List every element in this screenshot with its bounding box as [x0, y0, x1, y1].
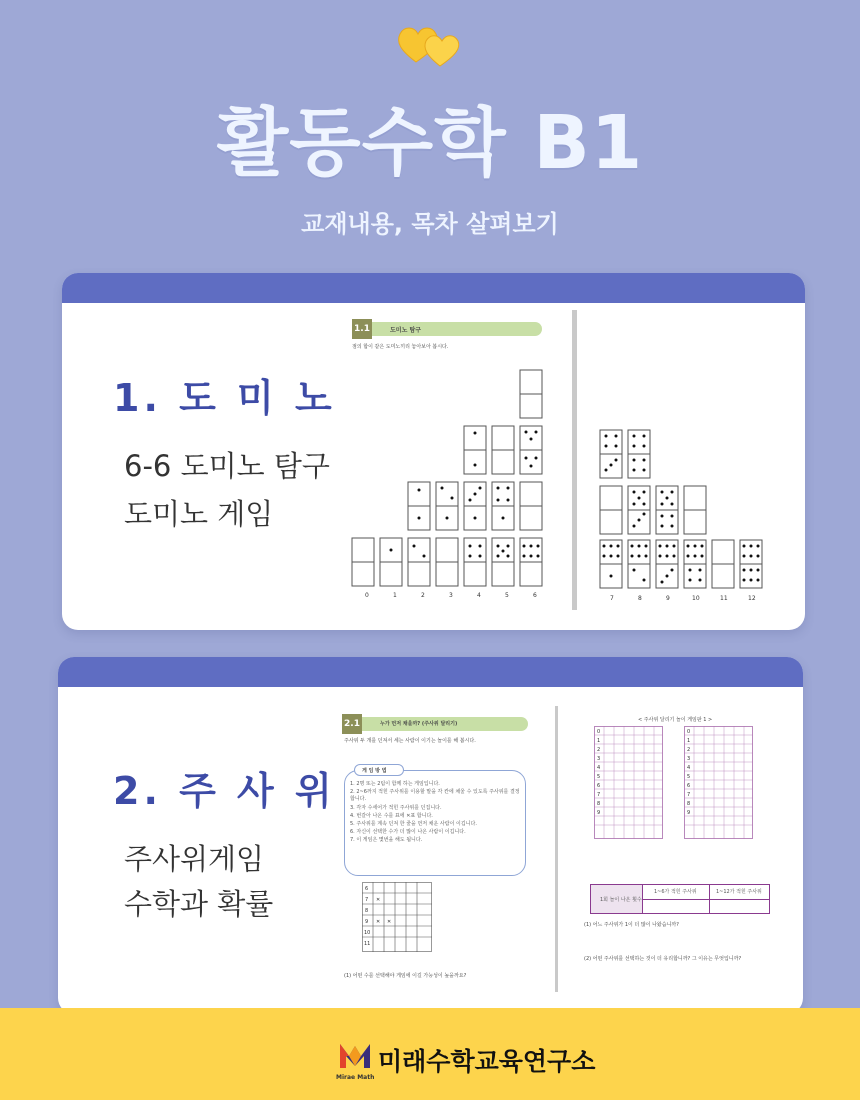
hearts-icon	[396, 22, 466, 68]
svg-text:11: 11	[364, 941, 371, 947]
domino-number: 1	[393, 592, 397, 599]
svg-text:4: 4	[687, 765, 691, 771]
table-rule	[709, 885, 710, 913]
svg-text:1: 1	[687, 738, 691, 744]
domino-number: 8	[638, 595, 642, 602]
domino-pyramid-right	[590, 420, 770, 600]
svg-text:4: 4	[597, 765, 601, 771]
worksheet-question: (1) 어떤 수를 선택해야 게임에 이길 가능성이 높을까요?	[344, 973, 467, 979]
domino-number: 6	[533, 592, 537, 599]
rule: 3. 각자 수세어가 적힌 주사위를 던집니다.	[350, 805, 442, 811]
svg-text:7: 7	[365, 897, 369, 903]
rule: 1. 2명 또는 2팀이 함께 하는 게임입니다.	[350, 781, 440, 787]
domino-number: 10	[692, 595, 700, 602]
dice-grid-small	[362, 882, 432, 952]
svg-text:7: 7	[597, 792, 601, 798]
svg-text:7: 7	[687, 792, 691, 798]
page-divider	[572, 310, 577, 610]
rule: 6. 자신이 선택한 수가 더 많이 나온 사람이 이깁니다.	[350, 829, 466, 835]
rule: 5. 주사위를 계속 던져 한 줄을 먼저 채운 사람이 이깁니다.	[350, 821, 477, 827]
svg-text:6: 6	[687, 783, 691, 789]
worksheet-label: 누가 먼저 채울까? (주사위 달리기)	[380, 721, 458, 727]
svg-text:8: 8	[365, 908, 369, 914]
svg-text:9: 9	[365, 919, 369, 925]
gameboard-title: < 주사위 달리기 놀이 게임판 1 >	[638, 717, 713, 723]
worksheet-badge: 1.1	[352, 319, 372, 339]
section-title-dice: 2. 주 사 위	[113, 769, 336, 813]
table-head: 1~6가 적힌 주사위	[654, 889, 697, 895]
worksheet-question: (1) 어느 주사위가 1이 더 많이 나왔습니까?	[584, 922, 679, 928]
page-title: 활동수학 B1	[216, 100, 644, 186]
worksheet-label: 도미노 탐구	[390, 327, 422, 334]
mirae-math-logo-icon	[338, 1040, 372, 1070]
domino-pyramid	[340, 360, 560, 610]
svg-text:8: 8	[687, 801, 691, 807]
svg-text:0: 0	[687, 729, 691, 735]
svg-text:0: 0	[597, 729, 601, 735]
rules-title: 게 임 방 법	[362, 768, 387, 774]
card-header-bar	[58, 657, 803, 687]
svg-text:10: 10	[364, 930, 371, 936]
domino-number: 5	[505, 592, 509, 599]
domino-number: 2	[421, 592, 425, 599]
svg-text:8: 8	[597, 801, 601, 807]
card-header-bar	[62, 273, 805, 303]
rule: 7. 이 게임은 몇번을 해도 됩니다.	[350, 837, 423, 843]
section-item: 도미노 게임	[124, 497, 274, 531]
svg-text:5: 5	[597, 774, 601, 780]
table-head: 1~12가 적힌 주사위	[716, 889, 762, 895]
svg-text:9: 9	[597, 810, 601, 816]
footer-brand: 미래수학교육연구소	[378, 1047, 596, 1076]
domino-number: 11	[720, 595, 728, 602]
svg-text:5: 5	[687, 774, 691, 780]
svg-text:2: 2	[687, 747, 691, 753]
worksheet-question: (2) 어떤 주사위를 선택하는 것이 더 유리합니까? 그 이유는 무엇입니까?	[584, 956, 742, 962]
table-rule	[643, 899, 769, 900]
section-title-domino: 1. 도 미 노	[113, 376, 336, 420]
worksheet-badge: 2.1	[342, 714, 362, 734]
footer-brand-sub: Mirae Math	[336, 1074, 375, 1081]
section-item: 수학과 확률	[124, 887, 274, 921]
page-subtitle: 교재내용, 목차 살펴보기	[301, 210, 559, 238]
svg-text:✕: ✕	[376, 919, 381, 925]
section-item: 6-6 도미노 탐구	[124, 449, 330, 483]
svg-text:6: 6	[597, 783, 601, 789]
svg-text:2: 2	[597, 747, 601, 753]
svg-text:9: 9	[687, 810, 691, 816]
rule: 2. 2~6까지 적힌 주사위를 이용할 말을 각 칸에 채울 수 있도록 주사위를 결정합니다.	[350, 789, 520, 802]
svg-text:3: 3	[597, 756, 601, 762]
domino-number: 0	[365, 592, 369, 599]
domino-number: 12	[748, 595, 756, 602]
worksheet-instruction: 주사위 두 개를 던져서 세는 사람이 이기는 놀이를 해 봅시다.	[344, 738, 476, 744]
worksheet-instruction: 점의 합이 같은 도미노끼리 놓아보아 봅시다.	[352, 344, 449, 350]
svg-text:✕: ✕	[376, 897, 381, 903]
domino-number: 7	[610, 595, 614, 602]
table-row-label: 1회 놀이 나온 횟수	[600, 897, 642, 903]
svg-text:1: 1	[597, 738, 601, 744]
svg-text:✕: ✕	[387, 919, 392, 925]
domino-number: 3	[449, 592, 453, 599]
svg-text:6: 6	[365, 886, 369, 892]
dice-gameboards	[594, 726, 754, 840]
svg-text:3: 3	[687, 756, 691, 762]
page-divider	[555, 706, 558, 992]
section-item: 주사위게임	[124, 842, 265, 876]
domino-number: 4	[477, 592, 481, 599]
domino-number: 9	[666, 595, 670, 602]
rule: 4. 번갈아 나온 수를 표에 ✕표 합니다.	[350, 813, 433, 819]
